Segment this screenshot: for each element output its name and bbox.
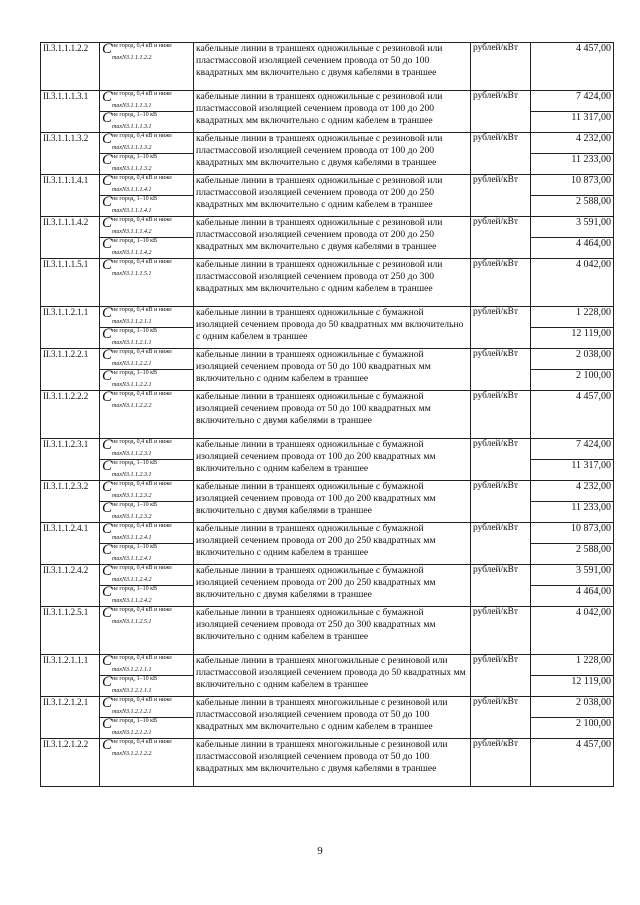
- voltage-class-label: не город, 0,4 кВ и ниже: [112, 175, 172, 181]
- item-description: кабельные линии в траншеях одножильные с резиновой или пластмассовой изоляцией сечением провода от 100 до 200 квадратных мм включительно с одним кабелем в траншее: [194, 91, 471, 133]
- voltage-class-label: не город, 1–10 кВ: [112, 718, 157, 724]
- table-row: [41, 133, 614, 154]
- item-description: кабельные линии в траншеях одножильные с бумажной изоляцией сечением провода от 200 до 250 квадратных мм включительно с двумя кабелями в траншее: [194, 565, 471, 607]
- variable-subscript: maxN3.1.1.2.5.1: [112, 619, 152, 625]
- variable-symbol: C: [102, 738, 113, 753]
- variable-subscript: maxN3.1.1.1.3.2: [112, 166, 152, 172]
- rate-value: 1 228,00: [531, 307, 614, 328]
- unit-label: рублей/кВт: [471, 655, 531, 697]
- voltage-class-label: не город, 0,4 кВ и ниже: [112, 523, 172, 529]
- variable-subscript: maxN3.1.2.1.2.1: [112, 730, 152, 736]
- unit-label: рублей/кВт: [471, 175, 531, 217]
- rate-variable: [100, 544, 194, 565]
- rate-value: 2 038,00: [531, 349, 614, 370]
- variable-symbol: C: [102, 90, 113, 105]
- table-row: [41, 565, 614, 586]
- rate-variable: [100, 328, 194, 349]
- rate-value: 2 588,00: [531, 196, 614, 217]
- voltage-class-label: не город, 1–10 кВ: [112, 676, 157, 682]
- voltage-class-label: не город, 1–10 кВ: [112, 154, 157, 160]
- voltage-class-label: не город, 0,4 кВ и ниже: [112, 349, 172, 355]
- voltage-class-label: не город, 1–10 кВ: [112, 460, 157, 466]
- voltage-class-label: не город, 0,4 кВ и ниже: [112, 739, 172, 745]
- voltage-class-label: не город, 1–10 кВ: [112, 502, 157, 508]
- rate-value: 7 424,00: [531, 439, 614, 460]
- variable-symbol: C: [102, 153, 113, 168]
- item-code: II.3.1.1.1.4.1: [41, 175, 100, 217]
- rate-variable: [100, 718, 194, 739]
- voltage-class-label: не город, 1–10 кВ: [112, 586, 157, 592]
- table-row: [41, 481, 614, 502]
- tariff-document: [40, 42, 613, 787]
- item-code: II.3.1.1.1.3.1: [41, 91, 100, 133]
- variable-subscript: maxN3.1.2.1.2.2: [112, 751, 152, 757]
- variable-symbol: C: [102, 480, 113, 495]
- item-description: кабельные линии в траншеях многожильные с резиновой или пластмассовой изоляцией сечением провода от 50 до 100 квадратных мм включительно с одним кабелем в траншее: [194, 697, 471, 739]
- tariff-table-body: [41, 43, 614, 787]
- variable-subscript: maxN3.1.1.2.4.2: [112, 577, 152, 583]
- unit-label: рублей/кВт: [471, 217, 531, 259]
- item-description: кабельные линии в траншеях одножильные с бумажной изоляцией сечением провода до 50 квадратных мм включительно с одним кабелем в траншее: [194, 307, 471, 349]
- rate-variable: [100, 43, 194, 91]
- unit-label: рублей/кВт: [471, 391, 531, 439]
- rate-variable: [100, 697, 194, 718]
- rate-value: 11 317,00: [531, 112, 614, 133]
- variable-subscript: maxN3.1.1.2.2.1: [112, 361, 152, 367]
- table-row: [41, 607, 614, 655]
- rate-value: 4 457,00: [531, 739, 614, 787]
- rate-variable: [100, 439, 194, 460]
- rate-value: 1 228,00: [531, 655, 614, 676]
- voltage-class-label: не город, 0,4 кВ и ниже: [112, 391, 172, 397]
- item-description: кабельные линии в траншеях одножильные с резиновой или пластмассовой изоляцией сечением провода от 200 до 250 квадратных мм включительно с двумя кабелями в траншее: [194, 217, 471, 259]
- rate-variable: [100, 481, 194, 502]
- variable-symbol: C: [102, 585, 113, 600]
- variable-subscript: maxN3.1.1.1.2.2: [112, 55, 152, 61]
- table-row: [41, 91, 614, 112]
- variable-symbol: C: [102, 237, 113, 252]
- unit-label: рублей/кВт: [471, 739, 531, 787]
- variable-symbol: C: [102, 543, 113, 558]
- variable-subscript: maxN3.1.2.1.2.1: [112, 709, 152, 715]
- rate-value: 11 233,00: [531, 154, 614, 175]
- variable-symbol: C: [102, 327, 113, 342]
- unit-label: рублей/кВт: [471, 481, 531, 523]
- item-description: кабельные линии в траншеях одножильные с резиновой или пластмассовой изоляцией сечением провода от 250 до 300 квадратных мм включительно с одним кабелем в траншее: [194, 259, 471, 307]
- unit-label: рублей/кВт: [471, 439, 531, 481]
- table-row: [41, 697, 614, 718]
- rate-value: 11 317,00: [531, 460, 614, 481]
- variable-symbol: C: [102, 501, 113, 516]
- variable-subscript: maxN3.1.1.2.1.1: [112, 340, 152, 346]
- rate-value: 4 464,00: [531, 238, 614, 259]
- table-row: [41, 439, 614, 460]
- table-row: [41, 175, 614, 196]
- table-row: [41, 259, 614, 307]
- item-code: II.3.1.2.1.1.1: [41, 655, 100, 697]
- item-code: II.3.1.1.2.1.1: [41, 307, 100, 349]
- item-description: кабельные линии в траншеях одножильные с резиновой или пластмассовой изоляцией сечением провода от 200 до 250 квадратных мм включительно с одним кабелем в траншее: [194, 175, 471, 217]
- rate-value: 4 042,00: [531, 607, 614, 655]
- variable-subscript: maxN3.1.1.1.3.1: [112, 124, 152, 130]
- rate-variable: [100, 175, 194, 196]
- item-description: кабельные линии в траншеях одножильные с резиновой или пластмассовой изоляцией сечением провода от 50 до 100 квадратных мм включительно с двумя кабелями в траншее: [194, 43, 471, 91]
- variable-subscript: maxN3.1.1.1.4.2: [112, 229, 152, 235]
- rate-variable: [100, 502, 194, 523]
- variable-symbol: C: [102, 717, 113, 732]
- variable-symbol: C: [102, 390, 113, 405]
- rate-value: 4 457,00: [531, 43, 614, 91]
- voltage-class-label: не город, 1–10 кВ: [112, 196, 157, 202]
- variable-symbol: C: [102, 306, 113, 321]
- variable-symbol: C: [102, 564, 113, 579]
- rate-variable: [100, 112, 194, 133]
- variable-symbol: C: [102, 348, 113, 363]
- rate-value: 2 588,00: [531, 544, 614, 565]
- rate-variable: [100, 460, 194, 481]
- variable-symbol: C: [102, 696, 113, 711]
- variable-symbol: C: [102, 606, 113, 621]
- unit-label: рублей/кВт: [471, 697, 531, 739]
- variable-subscript: maxN3.1.1.2.4.1: [112, 535, 152, 541]
- variable-subscript: maxN3.1.1.2.2.2: [112, 403, 152, 409]
- variable-symbol: C: [102, 216, 113, 231]
- voltage-class-label: не город, 0,4 кВ и ниже: [112, 697, 172, 703]
- voltage-class-label: не город, 0,4 кВ и ниже: [112, 43, 172, 49]
- variable-subscript: maxN3.1.1.2.3.1: [112, 472, 152, 478]
- voltage-class-label: не город, 0,4 кВ и ниже: [112, 655, 172, 661]
- voltage-class-label: не город, 1–10 кВ: [112, 370, 157, 376]
- variable-symbol: C: [102, 111, 113, 126]
- voltage-class-label: не город, 1–10 кВ: [112, 544, 157, 550]
- variable-subscript: maxN3.1.1.2.3.2: [112, 514, 152, 520]
- item-code: II.3.1.1.2.2.1: [41, 349, 100, 391]
- item-code: II.3.1.1.2.4.2: [41, 565, 100, 607]
- rate-value: 4 464,00: [531, 586, 614, 607]
- item-description: кабельные линии в траншеях одножильные с бумажной изоляцией сечением провода от 50 до 100 квадратных мм включительно с одним кабелем в траншее: [194, 349, 471, 391]
- variable-symbol: C: [102, 195, 113, 210]
- rate-variable: [100, 133, 194, 154]
- voltage-class-label: не город, 0,4 кВ и ниже: [112, 307, 172, 313]
- item-code: II.3.1.1.1.5.1: [41, 259, 100, 307]
- variable-subscript: maxN3.1.2.1.1.1: [112, 688, 152, 694]
- tariff-table: [40, 42, 614, 787]
- rate-value: 11 233,00: [531, 502, 614, 523]
- table-row: [41, 43, 614, 91]
- item-code: II.3.1.1.2.3.1: [41, 439, 100, 481]
- item-description: кабельные линии в траншеях одножильные с бумажной изоляцией сечением провода от 200 до 250 квадратных мм включительно с одним кабелем в траншее: [194, 523, 471, 565]
- variable-subscript: maxN3.1.1.2.4.2: [112, 598, 152, 604]
- voltage-class-label: не город, 1–10 кВ: [112, 112, 157, 118]
- item-description: кабельные линии в траншеях одножильные с бумажной изоляцией сечением провода от 100 до 200 квадратных мм включительно с двумя кабелями в траншее: [194, 481, 471, 523]
- rate-value: 10 873,00: [531, 175, 614, 196]
- voltage-class-label: не город, 0,4 кВ и ниже: [112, 607, 172, 613]
- voltage-class-label: не город, 1–10 кВ: [112, 328, 157, 334]
- variable-symbol: C: [102, 654, 113, 669]
- rate-variable: [100, 238, 194, 259]
- variable-subscript: maxN3.1.1.2.1.1: [112, 319, 152, 325]
- rate-variable: [100, 154, 194, 175]
- table-row: [41, 391, 614, 439]
- variable-symbol: C: [102, 438, 113, 453]
- variable-subscript: maxN3.1.1.2.3.1: [112, 451, 152, 457]
- table-row: [41, 739, 614, 787]
- item-description: кабельные линии в траншеях одножильные с бумажной изоляцией сечением провода от 100 до 200 квадратных мм включительно с одним кабелем в траншее: [194, 439, 471, 481]
- rate-variable: [100, 217, 194, 238]
- item-code: II.3.1.1.2.5.1: [41, 607, 100, 655]
- item-code: II.3.1.2.1.2.2: [41, 739, 100, 787]
- variable-subscript: maxN3.1.1.2.4.1: [112, 556, 152, 562]
- voltage-class-label: не город, 0,4 кВ и ниже: [112, 259, 172, 265]
- unit-label: рублей/кВт: [471, 565, 531, 607]
- item-code: II.3.1.1.1.3.2: [41, 133, 100, 175]
- rate-variable: [100, 259, 194, 307]
- variable-symbol: C: [102, 675, 113, 690]
- variable-symbol: C: [102, 174, 113, 189]
- voltage-class-label: не город, 1–10 кВ: [112, 238, 157, 244]
- variable-subscript: maxN3.1.1.2.2.1: [112, 382, 152, 388]
- rate-value: 12 119,00: [531, 328, 614, 349]
- item-description: кабельные линии в траншеях одножильные с резиновой или пластмассовой изоляцией сечением провода от 100 до 200 квадратных мм включительно с двумя кабелями в траншее: [194, 133, 471, 175]
- item-description: кабельные линии в траншеях одножильные с бумажной изоляцией сечением провода от 250 до 300 квадратных мм включительно с одним кабелем в траншее: [194, 607, 471, 655]
- variable-symbol: C: [102, 42, 113, 57]
- variable-symbol: C: [102, 369, 113, 384]
- variable-symbol: C: [102, 258, 113, 273]
- rate-variable: [100, 349, 194, 370]
- rate-variable: [100, 607, 194, 655]
- variable-symbol: C: [102, 132, 113, 147]
- voltage-class-label: не город, 0,4 кВ и ниже: [112, 133, 172, 139]
- rate-value: 12 119,00: [531, 676, 614, 697]
- table-row: [41, 307, 614, 328]
- unit-label: рублей/кВт: [471, 91, 531, 133]
- item-code: II.3.1.1.2.3.2: [41, 481, 100, 523]
- variable-symbol: C: [102, 459, 113, 474]
- rate-variable: [100, 91, 194, 112]
- rate-value: 4 232,00: [531, 481, 614, 502]
- voltage-class-label: не город, 0,4 кВ и ниже: [112, 481, 172, 487]
- table-row: [41, 655, 614, 676]
- variable-subscript: maxN3.1.1.1.4.1: [112, 187, 152, 193]
- variable-subscript: maxN3.1.1.1.4.1: [112, 208, 152, 214]
- item-code: II.3.1.1.1.2.2: [41, 43, 100, 91]
- voltage-class-label: не город, 0,4 кВ и ниже: [112, 439, 172, 445]
- unit-label: рублей/кВт: [471, 133, 531, 175]
- page-number: 9: [317, 845, 323, 857]
- rate-value: 4 232,00: [531, 133, 614, 154]
- rate-value: 3 591,00: [531, 217, 614, 238]
- variable-symbol: C: [102, 522, 113, 537]
- rate-variable: [100, 655, 194, 676]
- variable-subscript: maxN3.1.1.1.3.1: [112, 103, 152, 109]
- voltage-class-label: не город, 0,4 кВ и ниже: [112, 565, 172, 571]
- rate-value: 4 042,00: [531, 259, 614, 307]
- rate-variable: [100, 523, 194, 544]
- variable-subscript: maxN3.1.1.1.4.2: [112, 250, 152, 256]
- rate-value: 2 100,00: [531, 718, 614, 739]
- rate-variable: [100, 565, 194, 586]
- voltage-class-label: не город, 0,4 кВ и ниже: [112, 217, 172, 223]
- item-code: II.3.1.1.2.4.1: [41, 523, 100, 565]
- table-row: [41, 349, 614, 370]
- item-code: II.3.1.1.2.2.2: [41, 391, 100, 439]
- item-description: кабельные линии в траншеях многожильные с резиновой или пластмассовой изоляцией сечением провода от 50 до 100 квадратных мм включительно с двумя кабелями в траншее: [194, 739, 471, 787]
- rate-value: 2 100,00: [531, 370, 614, 391]
- rate-value: 4 457,00: [531, 391, 614, 439]
- item-description: кабельные линии в траншеях одножильные с бумажной изоляцией сечением провода от 50 до 100 квадратных мм включительно с двумя кабелями в траншее: [194, 391, 471, 439]
- unit-label: рублей/кВт: [471, 607, 531, 655]
- rate-variable: [100, 586, 194, 607]
- unit-label: рублей/кВт: [471, 349, 531, 391]
- unit-label: рублей/кВт: [471, 259, 531, 307]
- variable-subscript: maxN3.1.1.1.5.1: [112, 271, 152, 277]
- unit-label: рублей/кВт: [471, 307, 531, 349]
- rate-variable: [100, 391, 194, 439]
- item-code: II.3.1.2.1.2.1: [41, 697, 100, 739]
- variable-subscript: maxN3.1.1.1.3.2: [112, 145, 152, 151]
- rate-variable: [100, 370, 194, 391]
- table-row: [41, 217, 614, 238]
- rate-value: 2 038,00: [531, 697, 614, 718]
- item-description: кабельные линии в траншеях многожильные с резиновой или пластмассовой изоляцией сечением провода до 50 квадратных мм включительно с одним кабелем в траншее: [194, 655, 471, 697]
- rate-value: 3 591,00: [531, 565, 614, 586]
- item-code: II.3.1.1.1.4.2: [41, 217, 100, 259]
- rate-variable: [100, 307, 194, 328]
- rate-variable: [100, 676, 194, 697]
- unit-label: рублей/кВт: [471, 523, 531, 565]
- rate-variable: [100, 739, 194, 787]
- unit-label: рублей/кВт: [471, 43, 531, 91]
- rate-value: 10 873,00: [531, 523, 614, 544]
- rate-value: 7 424,00: [531, 91, 614, 112]
- variable-subscript: maxN3.1.2.1.1.1: [112, 667, 152, 673]
- rate-variable: [100, 196, 194, 217]
- voltage-class-label: не город, 0,4 кВ и ниже: [112, 91, 172, 97]
- variable-subscript: maxN3.1.1.2.3.2: [112, 493, 152, 499]
- table-row: [41, 523, 614, 544]
